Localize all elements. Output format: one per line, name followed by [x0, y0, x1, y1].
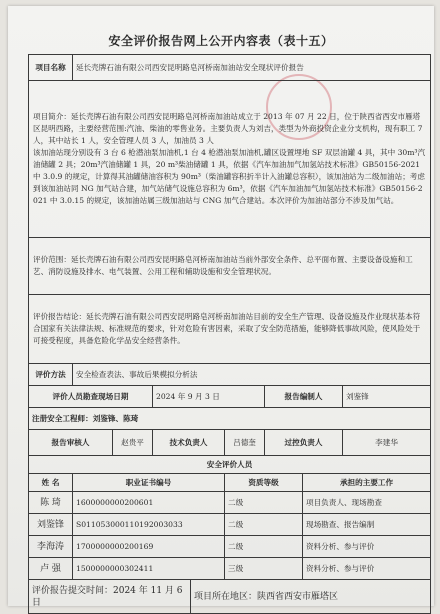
table-row — [29, 558, 431, 580]
personnel-cert: 1500000000302411 — [73, 558, 225, 580]
personnel-header-row — [29, 474, 431, 492]
personnel-header-level: 资质等级 — [225, 474, 303, 492]
table-row — [29, 514, 431, 536]
personnel-name: 卢 强 — [29, 558, 73, 580]
personnel-level: 二级 — [225, 536, 303, 558]
personnel-level: 三级 — [225, 558, 303, 580]
compiler-label: 报告编制人 — [265, 386, 343, 408]
reviewer-value: 赵贵平 — [113, 430, 153, 456]
personnel-cert: 1700000000200169 — [73, 536, 225, 558]
registered-engineer: 注册安全工程师：刘鉴锋、陈琦 — [29, 408, 431, 430]
table-row — [29, 492, 431, 514]
table-row — [29, 536, 431, 558]
process-lead-value: 李建华 — [343, 430, 431, 456]
personnel-name: 李海涛 — [29, 536, 73, 558]
project-overview: 项目简介：延长壳牌石油有限公司西安昆明路皂河桥南加油站成立于 2013 年 07 月 22 日，位于陕西省西安市雁塔区昆明西路，主要经营范围:汽油、柴油的零售业务。主要负责人为刘吉，类型为外商投资企业分支机构，现有职工 7 人，其中站长 1 人，安全管理人员 3 人，加油员 3 人 该加油站现分别设有 3 台 6 枪潜油泵加油机,1 台 4 枪潜油泵加油机,罐区设置埋地 SF 双层油罐 4 具，其中 30m³汽油储罐 2 具；20m³汽油储罐 1 具，20 m³柴油储罐 1 具，依据《汽车加油加气加氢站技术标准》GB50156-2021 中 3.0.9 的规定，计算得其油罐储油容积为 90m³（柴油罐容积折半计入油罐总容积），该加油站为二级加油站；考虑到该加油站同 NG 加气站合建，加气站储气设施总容积为 6m³，依据《汽车加油加气加氢站技术标准》GB50156-2021 中 3.0.15 的规定，该加油站属三级加油站与 CNG 加气合建站。本次评价为加油站部分不涉及加气站。 — [29, 81, 431, 238]
method-value: 安全检查表法、事故后果模拟分析法 — [73, 364, 431, 386]
personnel-level: 二级 — [225, 514, 303, 536]
submit-date: 评价报告提交时间：2024 年 11 月 6日 — [29, 580, 191, 614]
personnel-level: 二级 — [225, 492, 303, 514]
personnel-cert: 1600000000200601 — [73, 492, 225, 514]
disclosure-table — [28, 54, 431, 614]
project-name-value: 延长壳牌石油有限公司西安昆明路皂河桥南加油站安全现状评价报告 — [73, 55, 431, 81]
personnel-header-name: 姓 名 — [29, 474, 73, 492]
personnel-name: 刘鉴锋 — [29, 514, 73, 536]
document-page — [8, 6, 434, 606]
document-title: 安全评价报告网上公开内容表（表十五） — [108, 34, 334, 48]
personnel-cert: S011053000110192003033 — [73, 514, 225, 536]
personnel-header-cert: 职业证书编号 — [73, 474, 225, 492]
survey-date-label: 评价人员勘查现场日期 — [29, 386, 153, 408]
tech-lead-value: 吕德奎 — [225, 430, 265, 456]
personnel-work: 现场勘查、报告编制 — [303, 514, 431, 536]
personnel-name: 陈 琦 — [29, 492, 73, 514]
project-name-label: 项目名称 — [29, 55, 73, 81]
personnel-work: 项目负责人、现场勘查 — [303, 492, 431, 514]
personnel-work: 资料分析、参与评价 — [303, 536, 431, 558]
tech-lead-label: 技术负责人 — [153, 430, 225, 456]
personnel-work: 资料分析、参与评价 — [303, 558, 431, 580]
evaluation-scope: 评价范围：延长壳牌石油有限公司西安昆明路皂河桥南加油站当前外部安全条件、总平面布置、主要设备设施和工艺、消防设施及排水、电气装置、公用工程和辅助设施和安全管理状况。 — [29, 238, 431, 295]
method-label: 评价方法 — [29, 364, 73, 386]
evaluation-conclusion: 评价报告结论：延长壳牌石油有限公司西安昆明路皂河桥南加油站目前的安全生产管理、设备设施及作业现状基本符合国家有关法律法规、标准规范的要求，针对危险有害因素，采取了安全防范措施，能够降低事故风险，使风险处于可接受程度，具备危险化学品安全经营条件。 — [29, 295, 431, 364]
personnel-header-work: 承担的主要工作 — [303, 474, 431, 492]
survey-date-value: 2024 年 9 月 3 日 — [153, 386, 265, 408]
compiler-value: 刘鉴锋 — [343, 386, 431, 408]
project-location: 项目所在地区：陕西省西安市雁塔区 — [191, 580, 431, 614]
process-lead-label: 过控负责人 — [265, 430, 343, 456]
reviewer-label: 报告审核人 — [29, 430, 113, 456]
personnel-section-title: 安全评价人员 — [29, 456, 431, 474]
